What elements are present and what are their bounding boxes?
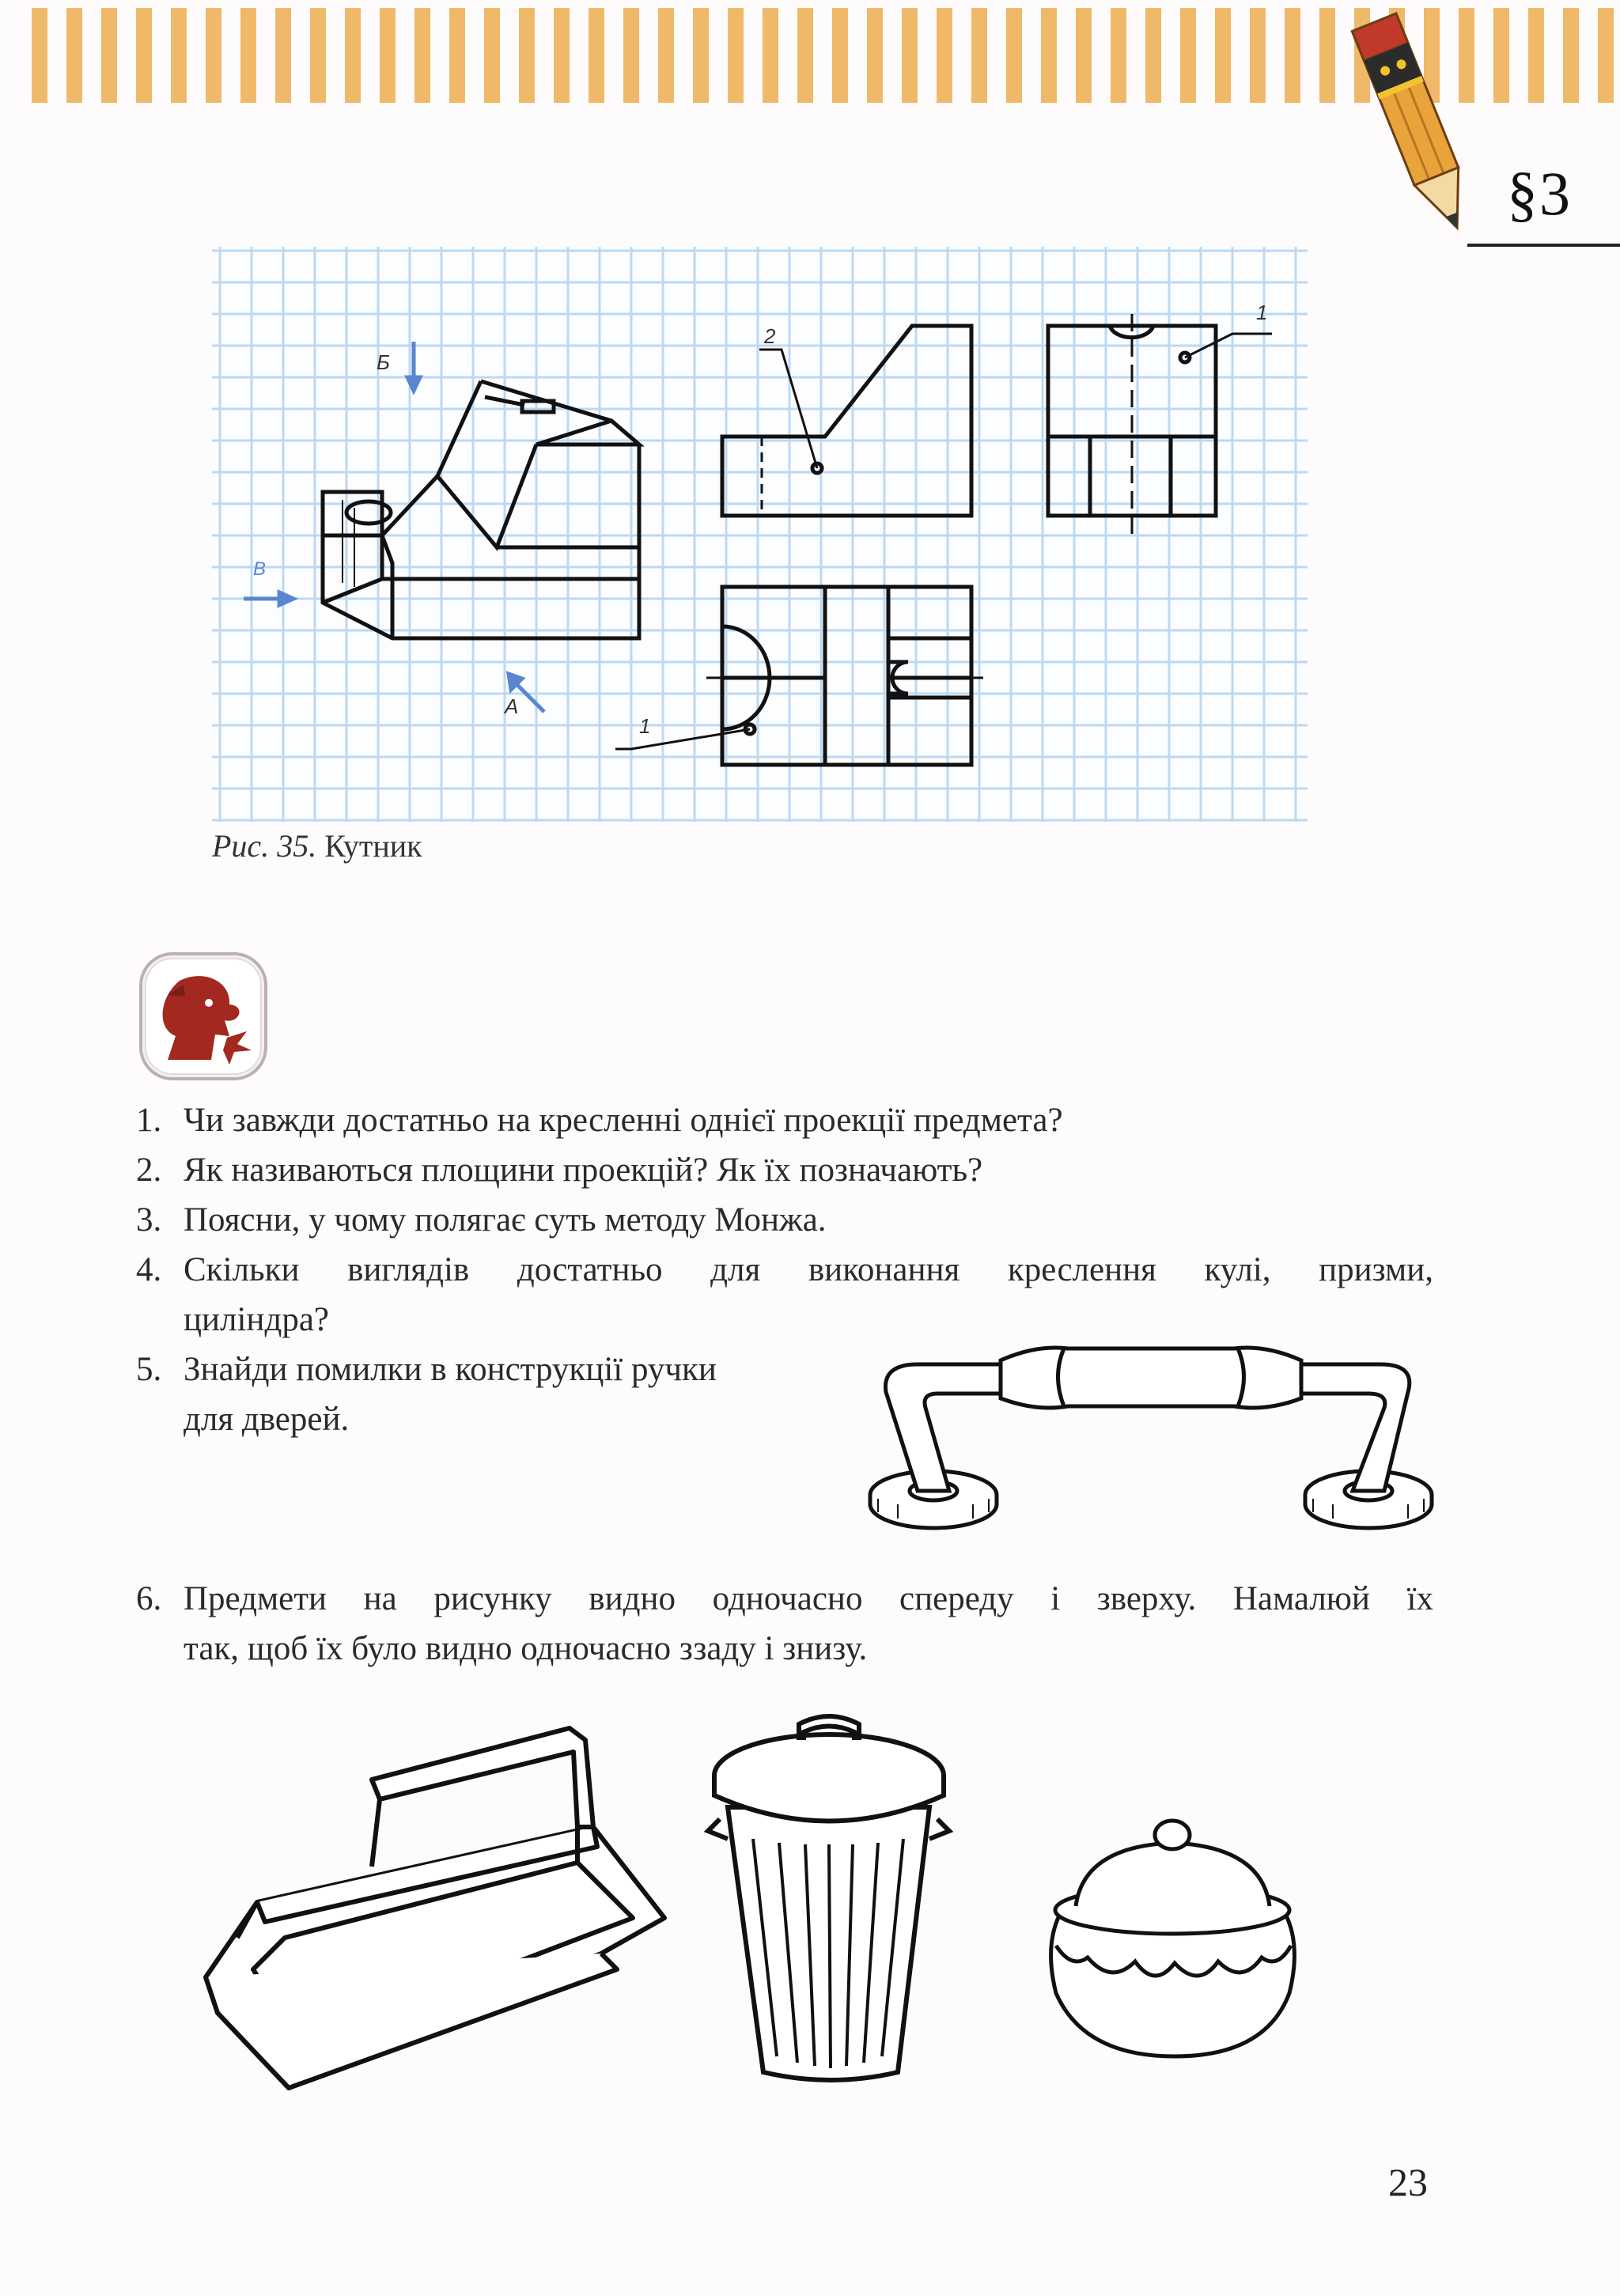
section-number: §3: [1507, 159, 1572, 228]
stripe: [1285, 8, 1300, 103]
technical-drawing-figure: [212, 247, 1308, 822]
stripe: [658, 8, 674, 103]
callout-1a: 1: [1256, 301, 1268, 324]
stripe: [275, 8, 291, 103]
question-text: Поясни, у чому полягає суть методу Монжа.: [184, 1201, 827, 1239]
stripe: [1076, 8, 1092, 103]
stripe: [171, 8, 187, 103]
caption-text: Кутник: [316, 828, 422, 864]
drawing-svg: [212, 247, 1308, 822]
trash-can-drawing: [708, 1716, 949, 2080]
stripe: [310, 8, 326, 103]
stripe: [971, 8, 987, 103]
stripe: [1145, 8, 1161, 103]
question-number: 1.: [136, 1102, 162, 1139]
stripe: [728, 8, 744, 103]
thinking-figure-icon: [136, 949, 271, 1084]
stripe: [32, 8, 47, 103]
callout-2: 2: [764, 324, 776, 348]
stripe: [240, 8, 256, 103]
stripe: [136, 8, 152, 103]
stripe: [1319, 8, 1335, 103]
stripe: [554, 8, 570, 103]
stripe: [519, 8, 535, 103]
stripe: [449, 8, 465, 103]
label-b: Б: [377, 350, 390, 374]
label-a: А: [505, 694, 519, 718]
stripe: [1563, 8, 1579, 103]
stripe: [414, 8, 430, 103]
question-text-line-2: так, щоб їх було видно одночасно ззаду і знизу.: [184, 1630, 868, 1667]
stripe: [867, 8, 883, 103]
stripe: [1041, 8, 1057, 103]
question-number: 4.: [136, 1251, 162, 1288]
question-number: 5.: [136, 1351, 162, 1388]
question-text-line-1: Знайди помилки в конструкції ручки: [184, 1351, 717, 1388]
label-v: В: [253, 558, 267, 580]
callout-1b: 1: [639, 714, 651, 738]
stripe: [902, 8, 918, 103]
pot-drawing: [1051, 1821, 1295, 2056]
question-text-line-1: Предмети на рисунку видно одночасно спереду і зверху. Намалюй їх: [184, 1580, 1433, 1617]
objects-illustration: [190, 1708, 1329, 2104]
stripe: [1528, 8, 1544, 103]
question-text: Чи завжди достатньо на кресленні однієї проекції предмета?: [184, 1102, 1063, 1139]
stripe: [797, 8, 813, 103]
door-handle-illustration: [862, 1329, 1440, 1534]
section-underline: [1467, 244, 1620, 247]
stripe: [1598, 8, 1614, 103]
caption-prefix: Рис. 35.: [212, 828, 317, 864]
stripe: [66, 8, 82, 103]
figure-caption: [212, 827, 422, 864]
stripe: [1006, 8, 1022, 103]
question-text-line-2: циліндра?: [184, 1301, 329, 1338]
question-number: 6.: [136, 1580, 162, 1617]
stripe: [1493, 8, 1509, 103]
stripe: [1250, 8, 1266, 103]
question-number: 2.: [136, 1152, 162, 1189]
stripe: [1180, 8, 1196, 103]
stripe: [101, 8, 117, 103]
stripe: [623, 8, 639, 103]
tray-drawing: [206, 1728, 664, 2088]
stripe: [206, 8, 221, 103]
question-number: 3.: [136, 1201, 162, 1239]
stripe: [484, 8, 500, 103]
stripe: [380, 8, 396, 103]
page-number: 23: [1388, 2160, 1428, 2204]
question-text: Як називаються площини проекцій? Як їх позначають?: [184, 1152, 983, 1189]
stripe: [589, 8, 604, 103]
question-text-line-2: для дверей.: [184, 1401, 350, 1438]
stripe: [832, 8, 848, 103]
stripe: [693, 8, 709, 103]
question-text-line-1: Скільки виглядів достатньо для виконання креслення кулі, призми,: [184, 1251, 1433, 1288]
stripe: [1111, 8, 1126, 103]
stripe: [937, 8, 952, 103]
pencil-icon: [1337, 0, 1487, 257]
stripe: [345, 8, 361, 103]
stripe: [763, 8, 778, 103]
stripe: [1215, 8, 1231, 103]
